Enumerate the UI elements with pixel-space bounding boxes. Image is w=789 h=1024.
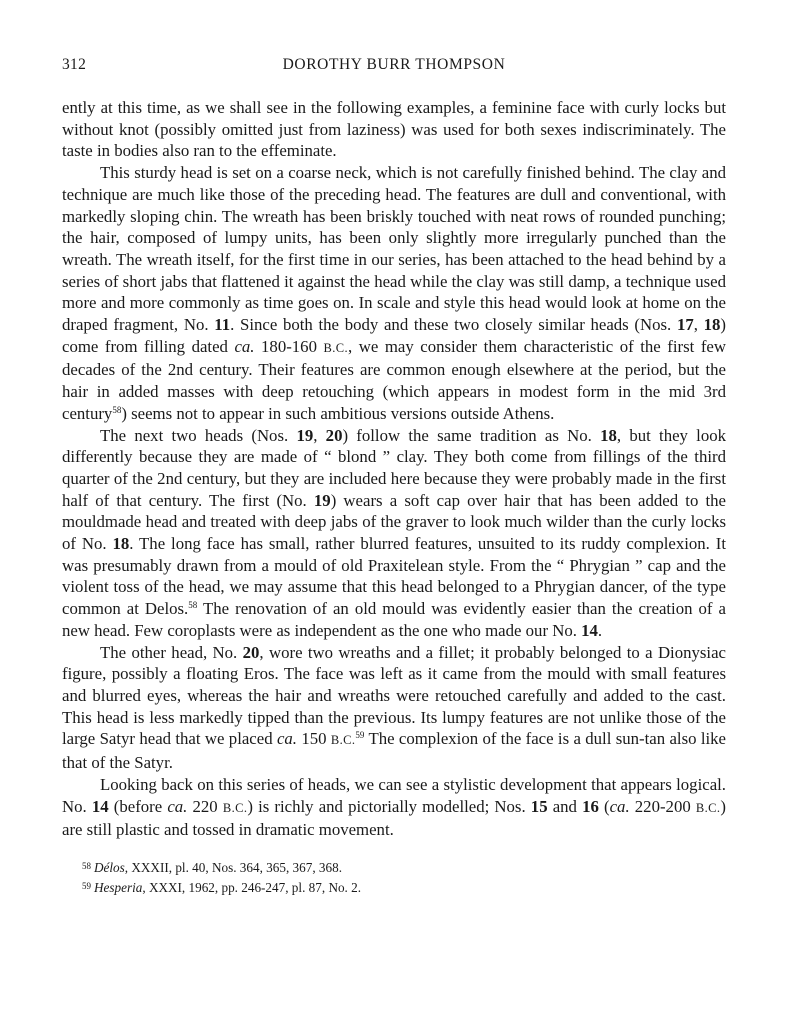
- paragraph: The next two heads (Nos. 19, 20) follow the same tradition as No. 18, but they look differently because they are made of “ blond ” clay. They both come from fillings of the third quarter of the 2nd century, but they are included here because they were probably made in the first half of that century. The first (No. 19) wears a soft cap over hair that has been added to the mouldmade head and treated with deep jabs of the graver to look much wilder than the curly locks of No. 18. The long face has small, rather blurred features, unsuited to its ruddy complexion. It was presumably drawn from a mould of old Praxitelean style. From the “ Phrygian ” cap and the violent toss of the head, we may assume that this head belonged to a Phrygian dancer, of the type common at Delos.$^{58}$ The renovation of an old mould was evidently easier than the creation of a new head. Few coroplasts were as independent as the one who made our No. 14.: [62, 425, 727, 640]
- footnote-text: Délos, XXXII, pl. 40, Nos. 364, 365, 367, 368.: [94, 859, 343, 875]
- paragraph: The other head, No. 20, wore two wreaths and a fillet; it probably belonged to a Dionysiac figure, possibly a floating Eros. The face was left as it came from the mould with small features and blurred eyes, whereas the hair and wreaths were retouched carefully and added to the cast. This head is less markedly tipped than the previous. Its lumpy features are not unlike those of the large Satyr head that we placed ca. 150 B.C.$^{59}$ The complexion of the face is a dull sun-tan also like that of the Satyr.: [62, 642, 727, 773]
- paragraph: Looking back on this series of heads, we can see a stylistic development that appears logical. No. 14 (before ca. 220 B.C.) is richly and pictorially modelled; Nos. 15 and 16 (ca. 220-200 B.C.) are still plastic and tossed in dramatic movement.: [62, 774, 726, 840]
- footnote: [82, 877, 726, 897]
- page-header: [62, 56, 726, 80]
- running-head: DOROTHY BURR THOMPSON: [282, 56, 506, 73]
- footnote-text: Hesperia, XXXI, 1962, pp. 246-247, pl. 87, No. 2.: [94, 879, 362, 895]
- footnote-number: 58: [82, 860, 91, 871]
- paragraph: This sturdy head is set on a coarse neck, which is not carefully finished behind. The clay and technique are much like those of the preceding head. The features are dull and conventional, with markedly sloping chin. The wreath has been briskly touched with neat rows of rounded punching; the hair, composed of lumpy units, has been only slightly more irregularly punched than the wreath. The wreath itself, for the first time in our series, has been attached to the head behind by a series of short jabs that flattened it against the head while the clay was still damp, a technique used more and more commonly as time goes on. In scale and style this head would look at home on the draped fragment, No. 11. Since both the body and these two closely similar heads (Nos. 17, 18) come from filling dated ca. 180-160 B.C., we may consider them characteristic of the first few decades of the 2nd century. Their features are common enough elsewhere at the period, but the hair in added masses with deep retouching (which appears in modest form in the mid 3rd century$^{58}$) seems not to appear in such ambitious versions outside Athens.: [62, 163, 727, 423]
- page: [62, 56, 726, 897]
- page-number: 312: [62, 56, 87, 73]
- footnotes: [82, 857, 726, 897]
- footnote: [82, 857, 726, 877]
- paragraph: ently at this time, as we shall see in the following examples, a feminine face with curly locks but without knot (possibly omitted just from laziness) was used for both sexes indiscriminately. The taste in bodies also ran to the effeminate.: [62, 98, 726, 161]
- body-text: [62, 97, 726, 841]
- footnote-number: 59: [82, 880, 91, 891]
